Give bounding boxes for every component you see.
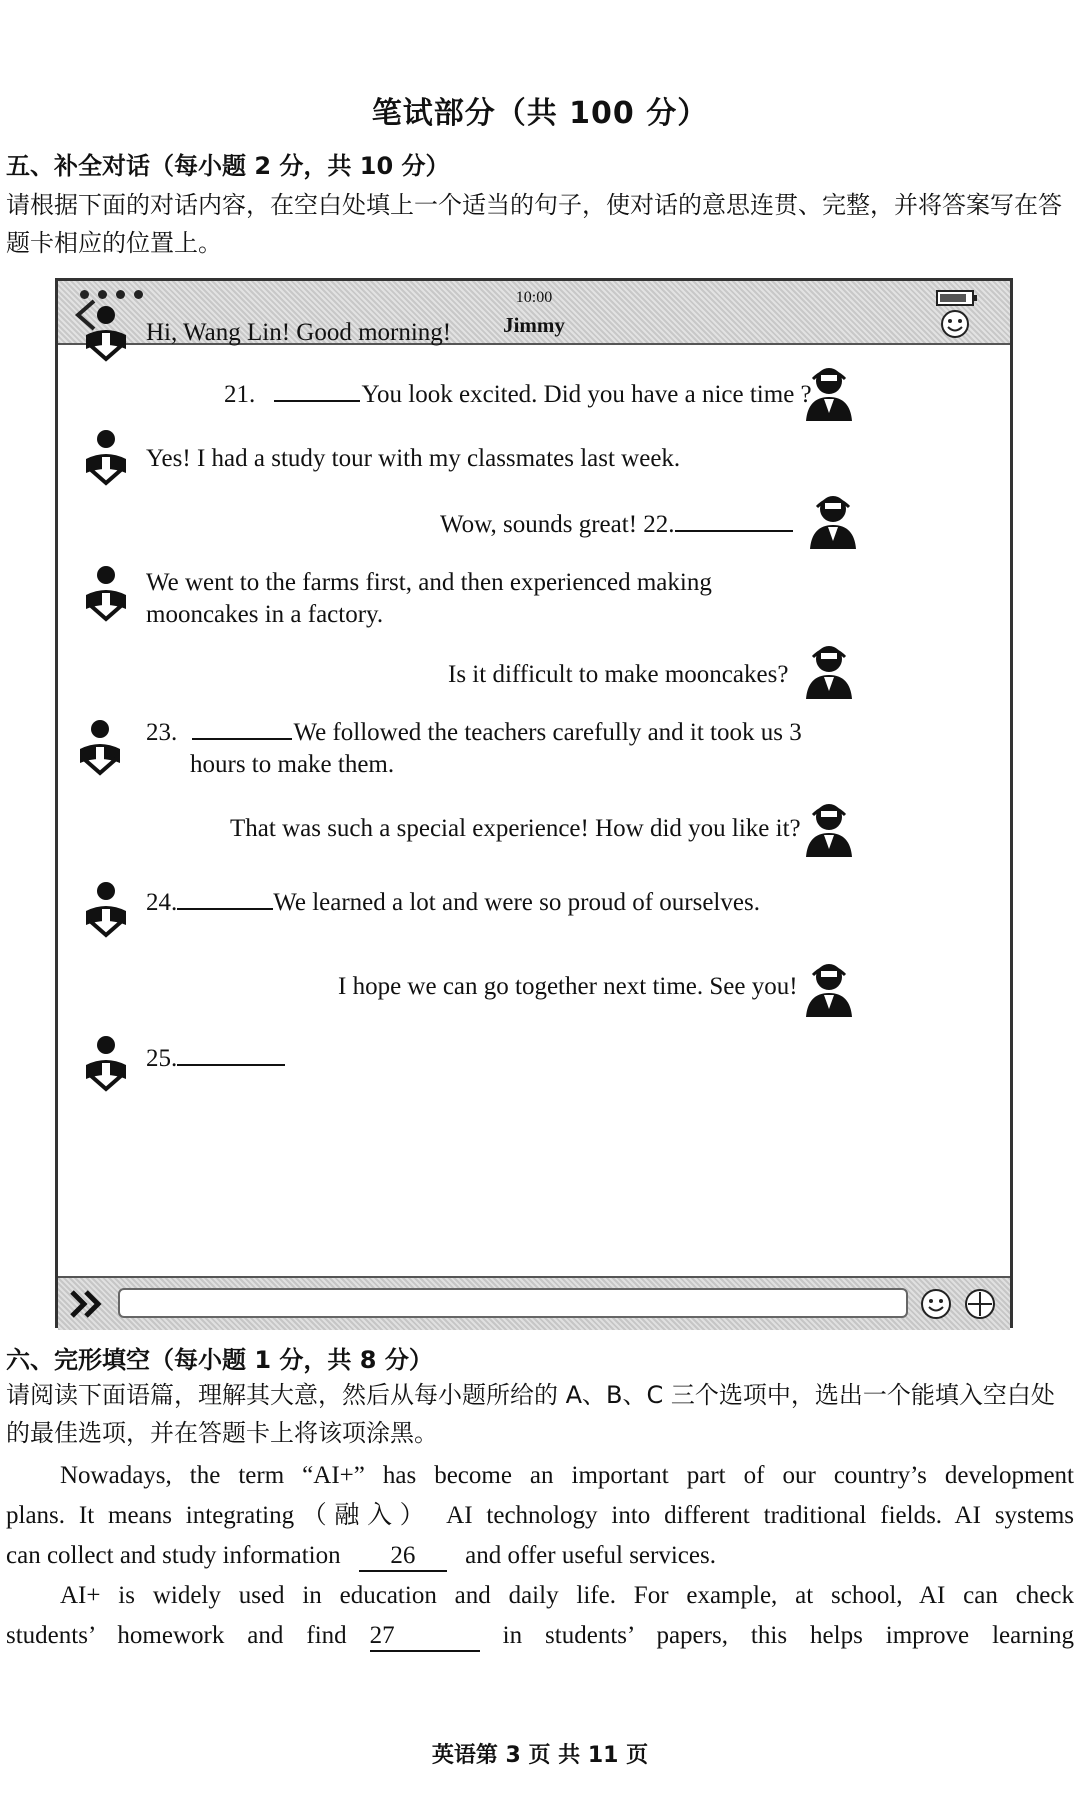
chat-message: Hi, Wang Lin! Good morning! — [146, 319, 452, 346]
chat-message-line: hours to make them. — [190, 751, 395, 778]
student-avatar-icon — [80, 565, 132, 623]
answer-blank-25[interactable] — [177, 1064, 285, 1066]
student-avatar-icon — [80, 881, 132, 939]
passage-text: students’ homework and find — [6, 1622, 347, 1649]
passage-text: can collect and study information — [6, 1542, 341, 1569]
chat-message-22 — [440, 509, 793, 541]
chat-message: Is it difficult to make mooncakes? — [448, 661, 789, 688]
battery-icon — [936, 289, 978, 307]
question-number: 23. — [146, 719, 178, 746]
student-avatar-icon — [80, 305, 132, 363]
passage-line — [6, 1616, 1074, 1656]
question-number: 24. — [146, 889, 178, 916]
chat-message: Yes! I had a study tour with my classmates last week. — [146, 445, 681, 472]
contact-name: Jimmy — [503, 313, 565, 337]
student-avatar-icon — [80, 429, 132, 487]
passage-line: AI+ is widely used in education and daily life. For example, at school, AI can check — [60, 1582, 1074, 1609]
section6-instruction: 请阅读下面语篇，理解其大意，然后从每小题所给的 A、B、C 三个选项中，选出一个能填入空白处的最佳选项，并在答题卡上将该项涂黑。 — [6, 1381, 1055, 1447]
double-chevron-icon[interactable] — [68, 1288, 106, 1320]
chat-message-text: We followed the teachers carefully and it took us 3 — [293, 719, 802, 746]
chat-message-24 — [146, 887, 760, 919]
chat-message-25 — [146, 1043, 285, 1075]
section5-heading: 五、补全对话（每小题 2 分，共 10 分） — [6, 152, 450, 180]
passage-line: plans. It means integrating（融入） AI technology into different traditional fields. AI systems — [6, 1502, 1074, 1529]
chat-message: That was such a special experience! How did you like it? — [230, 815, 801, 842]
phone-input-bar — [58, 1276, 1010, 1330]
chat-message-text: You look excited. Did you have a nice time ? — [361, 381, 812, 408]
add-icon[interactable] — [964, 1288, 996, 1320]
cloze-passage — [6, 1456, 1074, 1656]
exam-title: 笔试部分（共 100 分） — [371, 96, 709, 131]
chat-message — [146, 567, 712, 631]
answer-blank-22[interactable] — [675, 530, 793, 532]
student-avatar-icon — [74, 719, 126, 777]
chat-message-line: mooncakes in a factory. — [146, 601, 384, 628]
passage-text: and offer useful services. — [465, 1542, 716, 1569]
answer-blank-23[interactable] — [192, 738, 292, 740]
jimmy-avatar-icon — [802, 365, 856, 423]
smiley-icon[interactable] — [940, 309, 970, 339]
phone-chat-frame — [55, 278, 1013, 1328]
cloze-blank-26[interactable]: 26 — [359, 1542, 447, 1572]
chat-message-21 — [224, 379, 812, 411]
chat-message: I hope we can go together next time. See you! — [338, 973, 798, 1000]
question-number: 21. — [224, 381, 256, 408]
message-input[interactable] — [118, 1288, 908, 1318]
cloze-blank-27[interactable]: 27 — [370, 1622, 480, 1652]
chat-message-text: We learned a lot and were so proud of ourselves. — [273, 889, 760, 916]
jimmy-avatar-icon — [802, 643, 856, 701]
question-number: 25. — [146, 1045, 178, 1072]
passage-line — [6, 1536, 1074, 1576]
chat-message-text: Wow, sounds great! 22. — [440, 511, 675, 538]
jimmy-avatar-icon — [802, 961, 856, 1019]
chat-message-line: We went to the farms first, and then experienced making — [146, 569, 712, 596]
section5-instruction: 请根据下面的对话内容，在空白处填上一个适当的句子，使对话的意思连贯、完整，并将答案写在答题卡相应的位置上。 — [6, 191, 1062, 257]
section6-heading: 六、完形填空（每小题 1 分，共 8 分） — [6, 1346, 433, 1374]
chat-message-23 — [146, 717, 802, 781]
answer-blank-24[interactable] — [177, 908, 273, 910]
answer-blank-21[interactable] — [274, 400, 360, 402]
emoji-icon[interactable] — [920, 1288, 952, 1320]
passage-line: Nowadays, the term “AI+” has become an important part of our country’s development — [60, 1462, 1074, 1489]
jimmy-avatar-icon — [802, 801, 856, 859]
passage-text: in students’ papers, this helps improve learning — [502, 1622, 1074, 1649]
page-footer: 英语第 3 页 共 11 页 — [431, 1743, 649, 1768]
student-avatar-icon — [80, 1035, 132, 1093]
status-time: 10:00 — [515, 289, 553, 306]
jimmy-avatar-icon — [806, 493, 860, 551]
